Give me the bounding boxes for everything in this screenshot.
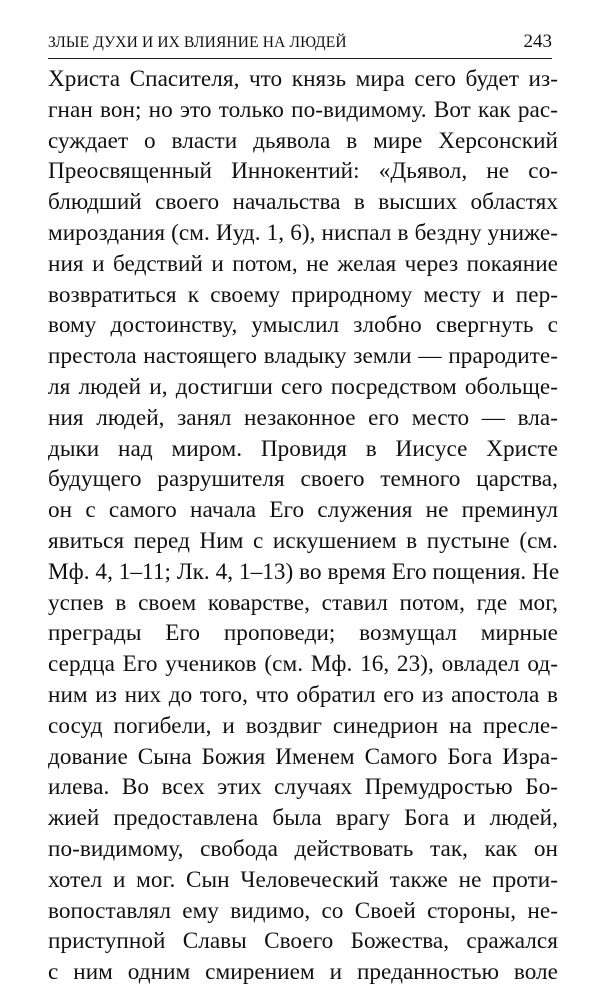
text-line: Мф. 4, 1–11; Лк. 4, 1–13) во время Его пощения. Не (48, 558, 560, 585)
text-line: Христа Спасителя, что князь мира сего будет из- (48, 66, 558, 92)
running-title: ЗЛЫЕ ДУХИ И ИХ ВЛИЯНИЕ НА ЛЮДЕЙ (48, 34, 347, 51)
text-line: преграды Его проповеди; возмущал мирные (48, 620, 558, 647)
text-line: ния и бедствий и потом, не желая через покаяние (48, 250, 558, 277)
text-line: блюдший своего начальства в высших областях (48, 189, 558, 216)
text-line: вопоставлял ему видимо, со Своей стороны, не- (48, 897, 558, 924)
text-line: явиться перед Ним с искушением в пустыне (см. (48, 527, 558, 554)
body-text (48, 64, 560, 986)
page-number: 243 (523, 31, 552, 52)
text-line: дование Сына Божия Именем Самого Бога Изра- (48, 743, 558, 770)
text-line: престола настоящего владыку земли — прародите- (48, 343, 558, 370)
text-line: хотел и мог. Сын Человеческий также не проти- (48, 866, 558, 893)
text-line: суждает о власти дьявола в мире Херсонский (48, 127, 558, 154)
text-line: Преосвященный Иннокентий: «Дьявол, не со- (48, 158, 558, 185)
text-line: гнан вон; но это только по-видимому. Вот как рас- (48, 96, 558, 123)
text-line: с ним одним смирением и преданностью воле (48, 959, 558, 986)
text-line: ля людей и, достигши сего посредством обольще- (48, 373, 558, 400)
text-line: мироздания (см. Иуд. 1, 6), ниспал в бездну униже- (48, 219, 558, 246)
text-line: жией предоставлена была врагу Бога и людей, (48, 805, 558, 832)
text-line: илева. Во всех этих случаях Премудростью Бо- (48, 774, 558, 801)
running-header (48, 26, 552, 59)
text-line: успев в своем коварстве, ставил потом, где мог, (48, 589, 558, 616)
text-line: будущего разрушителя своего темного царства, (48, 466, 558, 493)
text-line: ния людей, занял незаконное его место — вла- (48, 404, 558, 431)
text-line: сердца Его учеников (см. Мф. 16, 23), овладел од- (48, 651, 558, 678)
text-line: он с самого начала Его служения не преминул (48, 497, 558, 524)
text-line: дыки над миром. Провидя в Иисусе Христе (48, 435, 558, 462)
text-line: по-видимому, свобода действовать так, как он (48, 835, 558, 862)
text-line: ним из них до того, что обратил его из апостола в (48, 681, 558, 708)
text-line: вому достоинству, умыслил злобно свергнуть с (48, 312, 558, 339)
text-line: возвратиться к своему природному месту и пер- (48, 281, 558, 308)
text-line: приступной Славы Своего Божества, сражался (48, 928, 558, 955)
text-line: сосуд погибели, и воздвиг синедрион на пресле- (48, 712, 558, 739)
